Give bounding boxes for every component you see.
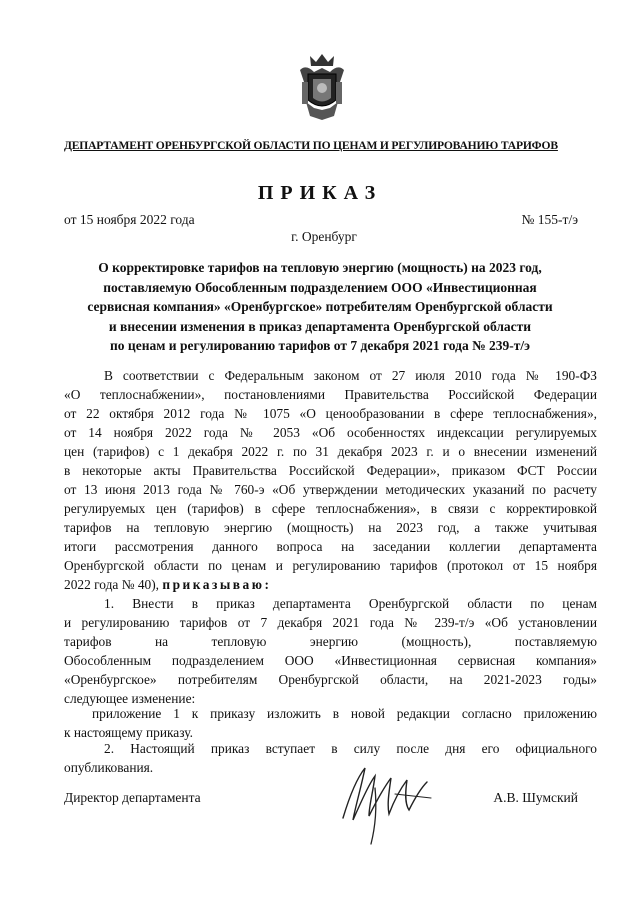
text-line: следующее изменение: — [64, 691, 196, 706]
text-line: Оренбургской области по ценам и регулированию тарифов (протокол от 15 ноября — [64, 558, 597, 573]
order-title: ПРИКАЗ — [257, 182, 383, 204]
text-line: от 14 ноября 2022 года № 2053 «Об особенностях индексации регулируемых — [64, 425, 597, 440]
text-line: 1. Внести в приказ департамента Оренбургской области по ценам — [104, 596, 597, 611]
text-line: «О теплоснабжении», постановлениями Правительства Российской Федерации — [64, 387, 597, 402]
order-date: от 15 ноября 2022 года — [64, 212, 195, 227]
text-line: Обособленным подразделением ООО «Инвестиционная сервисная компания» — [64, 653, 597, 668]
signature-icon — [335, 758, 445, 848]
text-line: 2. Настоящий приказ вступает в силу после дня его официального — [104, 741, 597, 756]
text-line: цен (тарифов) с 1 декабря 2022 г. по 31 декабря 2023 г. и о внесении изменений — [64, 444, 597, 459]
order-word: приказываю: — [162, 577, 272, 592]
order-number: № 155-т/э — [521, 212, 578, 227]
preamble-paragraph — [64, 366, 597, 594]
preamble-last: 2022 года № 40), — [64, 577, 160, 592]
text-line: «Оренбургское» потребителям Оренбургской области, на 2021-2023 годы» — [64, 672, 597, 687]
signer-name: А.В. Шумский — [493, 790, 578, 805]
text-line: в некоторые акты Правительства Российской Федерации», приказом ФСТ России — [64, 463, 597, 478]
signer-role: Директор департамента — [64, 790, 201, 805]
coat-of-arms-icon — [296, 52, 348, 122]
order-heading — [78, 258, 562, 356]
text-line: приложение 1 к приказу изложить в новой редакции согласно приложению — [92, 706, 597, 721]
item-1-sub-paragraph — [64, 704, 597, 742]
order-city: г. Оренбург — [291, 229, 357, 244]
text-line: регулируемых цен (тарифов) в сфере теплоснабжения», в связи с корректировкой — [64, 501, 597, 516]
text-line: В соответствии с Федеральным законом от 27 июля 2010 года № 190-ФЗ — [104, 368, 597, 383]
department-name: ДЕПАРТАМЕНТ ОРЕНБУРГСКОЙ ОБЛАСТИ ПО ЦЕНАМ И РЕГУЛИРОВАНИЮ ТАРИФОВ — [64, 139, 558, 152]
heading-line: О корректировке тарифов на тепловую энергию (мощность) на 2023 год, — [98, 260, 542, 275]
text-line: от 13 июня 2013 года № 760-э «Об утверждении методических указаний по расчету — [64, 482, 597, 497]
text-line: тарифов на тепловую энергию (мощность), поставляемую — [64, 634, 597, 649]
text-line: итоги рассмотрения данного вопроса на заседании коллегии департамента — [64, 539, 597, 554]
text-line — [64, 575, 597, 594]
heading-line: поставляемую Обособленным подразделением ООО «Инвестиционная — [103, 279, 537, 295]
text-line: и регулированию тарифов от 7 декабря 2021 года № 239-т/э «Об установлении — [64, 615, 597, 630]
item-1-paragraph — [64, 594, 597, 708]
heading-line: и внесении изменения в приказ департамента Оренбургской области — [108, 318, 532, 334]
text-line: к настоящему приказу. — [64, 725, 193, 740]
heading-line: сервисная компания» «Оренбургское» потребителям Оренбургской области — [87, 299, 553, 315]
item-2-paragraph — [64, 739, 597, 777]
text-line: тарифов на тепловую энергию (мощность) на 2023 год, а также учитывая — [64, 520, 597, 535]
text-line: от 22 октября 2012 года № 1075 «О ценообразовании в сфере теплоснабжения», — [64, 406, 597, 421]
text-line: опубликования. — [64, 760, 154, 775]
heading-line: по ценам и регулированию тарифов от 7 декабря 2021 года № 239-т/э — [110, 338, 530, 354]
